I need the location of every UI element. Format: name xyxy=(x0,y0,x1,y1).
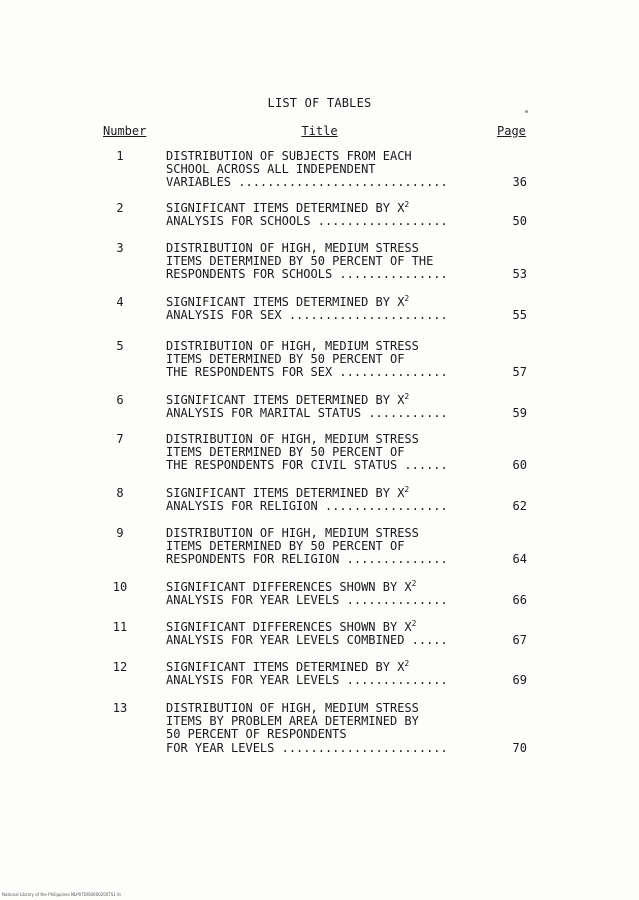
page-number: 50 xyxy=(512,214,527,229)
table-title-line: ANALYSIS FOR SCHOOLS .................. xyxy=(166,214,448,229)
table-title xyxy=(166,150,486,190)
table-title-line: ITEMS BY PROBLEM AREA DETERMINED BY xyxy=(166,714,419,729)
table-title-line: SIGNIFICANT DIFFERENCES SHOWN BY $X^2$ xyxy=(166,619,417,634)
column-header-page: Page xyxy=(497,124,526,138)
superscript: 2 xyxy=(411,579,417,588)
table-number: 5 xyxy=(116,339,124,353)
table-title xyxy=(166,621,486,647)
table-title-line: ITEMS DETERMINED BY 50 PERCENT OF xyxy=(166,352,405,367)
table-title-line: ANALYSIS FOR YEAR LEVELS .............. xyxy=(166,593,448,608)
table-number: 13 xyxy=(112,701,128,715)
table-title xyxy=(166,433,486,473)
table-title xyxy=(166,202,486,228)
table-title-line: SCHOOL ACROSS ALL INDEPENDENT xyxy=(166,162,376,177)
table-title-line: 50 PERCENT OF RESPONDENTS xyxy=(166,727,347,742)
table-number: 3 xyxy=(116,241,124,255)
page-title: LIST OF TABLES xyxy=(267,96,372,110)
table-title-line: ITEMS DETERMINED BY 50 PERCENT OF xyxy=(166,445,405,460)
table-title-line: SIGNIFICANT ITEMS DETERMINED BY $X^2$ xyxy=(166,485,410,500)
table-title xyxy=(166,702,486,755)
superscript: 2 xyxy=(404,200,410,209)
table-title-line: DISTRIBUTION OF SUBJECTS FROM EACH xyxy=(166,149,412,163)
table-title-line: SIGNIFICANT ITEMS DETERMINED BY $X^2$ xyxy=(166,200,410,215)
table-title-line: SIGNIFICANT DIFFERENCES SHOWN BY $X^2$ xyxy=(166,579,417,594)
table-number: 4 xyxy=(116,295,124,309)
table-title-line: ANALYSIS FOR YEAR LEVELS COMBINED ..... xyxy=(166,633,448,648)
table-title-line: THE RESPONDENTS FOR CIVIL STATUS ...... xyxy=(166,458,448,473)
superscript: 2 xyxy=(404,294,410,303)
table-title-line: VARIABLES ............................. xyxy=(166,175,448,190)
table-title-line: RESPONDENTS FOR SCHOOLS ............... xyxy=(166,267,448,282)
superscript: 2 xyxy=(404,485,410,494)
table-title-line: FOR YEAR LEVELS ....................... xyxy=(166,740,448,755)
page-number: 64 xyxy=(512,552,527,567)
table-title xyxy=(166,527,486,567)
table-number: 6 xyxy=(116,393,124,407)
column-header-title-text: Title xyxy=(301,124,338,138)
superscript: 2 xyxy=(404,659,410,668)
page-number: 69 xyxy=(512,673,527,688)
table-title-line: DISTRIBUTION OF HIGH, MEDIUM STRESS xyxy=(166,241,419,255)
table-title-line: ITEMS DETERMINED BY 50 PERCENT OF THE xyxy=(166,254,434,269)
superscript: 2 xyxy=(404,392,410,401)
table-title-line: DISTRIBUTION OF HIGH, MEDIUM STRESS xyxy=(166,339,419,353)
page-number: 70 xyxy=(512,740,527,755)
table-title-line: DISTRIBUTION OF HIGH, MEDIUM STRESS xyxy=(166,432,419,446)
table-number: 10 xyxy=(112,580,128,594)
table-title-line: RESPONDENTS FOR RELIGION .............. xyxy=(166,552,448,567)
table-number: 7 xyxy=(116,432,124,446)
page-number: 55 xyxy=(512,308,527,323)
table-title xyxy=(166,296,486,322)
scan-speck xyxy=(525,110,528,113)
page-number: 66 xyxy=(512,593,527,608)
table-title xyxy=(166,661,486,687)
table-title xyxy=(166,242,486,282)
table-title-line: ANALYSIS FOR SEX ...................... xyxy=(166,308,448,323)
table-title-line: SIGNIFICANT ITEMS DETERMINED BY $X^2$ xyxy=(166,659,410,674)
table-title-line: DISTRIBUTION OF HIGH, MEDIUM STRESS xyxy=(166,701,419,715)
table-number: 8 xyxy=(116,486,124,500)
table-title xyxy=(166,340,486,380)
page-number: 59 xyxy=(512,406,527,421)
page-number: 62 xyxy=(512,499,527,514)
table-title-line: ANALYSIS FOR MARITAL STATUS ........... xyxy=(166,406,448,421)
table-title xyxy=(166,394,486,420)
table-title-line: SIGNIFICANT ITEMS DETERMINED BY $X^2$ xyxy=(166,294,410,309)
superscript: 2 xyxy=(411,619,417,628)
page-number: 60 xyxy=(512,458,527,473)
column-header-number: Number xyxy=(103,124,147,138)
table-number: 12 xyxy=(112,660,128,674)
table-number: 2 xyxy=(116,201,124,215)
table-title-line: SIGNIFICANT ITEMS DETERMINED BY $X^2$ xyxy=(166,392,410,407)
table-number: 1 xyxy=(116,149,124,163)
table-title-line: ITEMS DETERMINED BY 50 PERCENT OF xyxy=(166,539,405,554)
table-title xyxy=(166,581,486,607)
table-title xyxy=(166,487,486,513)
table-number: 9 xyxy=(116,526,124,540)
table-title-line: ANALYSIS FOR RELIGION ................. xyxy=(166,499,448,514)
scan-footer: National Library of the Philippines NLP07DIS0000200TS1 lit xyxy=(2,892,121,897)
page-number: 67 xyxy=(512,633,527,648)
column-header-title xyxy=(0,124,639,138)
page-number: 53 xyxy=(512,267,527,282)
page-number: 36 xyxy=(512,175,527,190)
table-title-line: DISTRIBUTION OF HIGH, MEDIUM STRESS xyxy=(166,526,419,540)
table-title-line: THE RESPONDENTS FOR SEX ............... xyxy=(166,365,448,380)
table-number: 11 xyxy=(112,620,128,634)
table-title-line: ANALYSIS FOR YEAR LEVELS .............. xyxy=(166,673,448,688)
page-number: 57 xyxy=(512,365,527,380)
